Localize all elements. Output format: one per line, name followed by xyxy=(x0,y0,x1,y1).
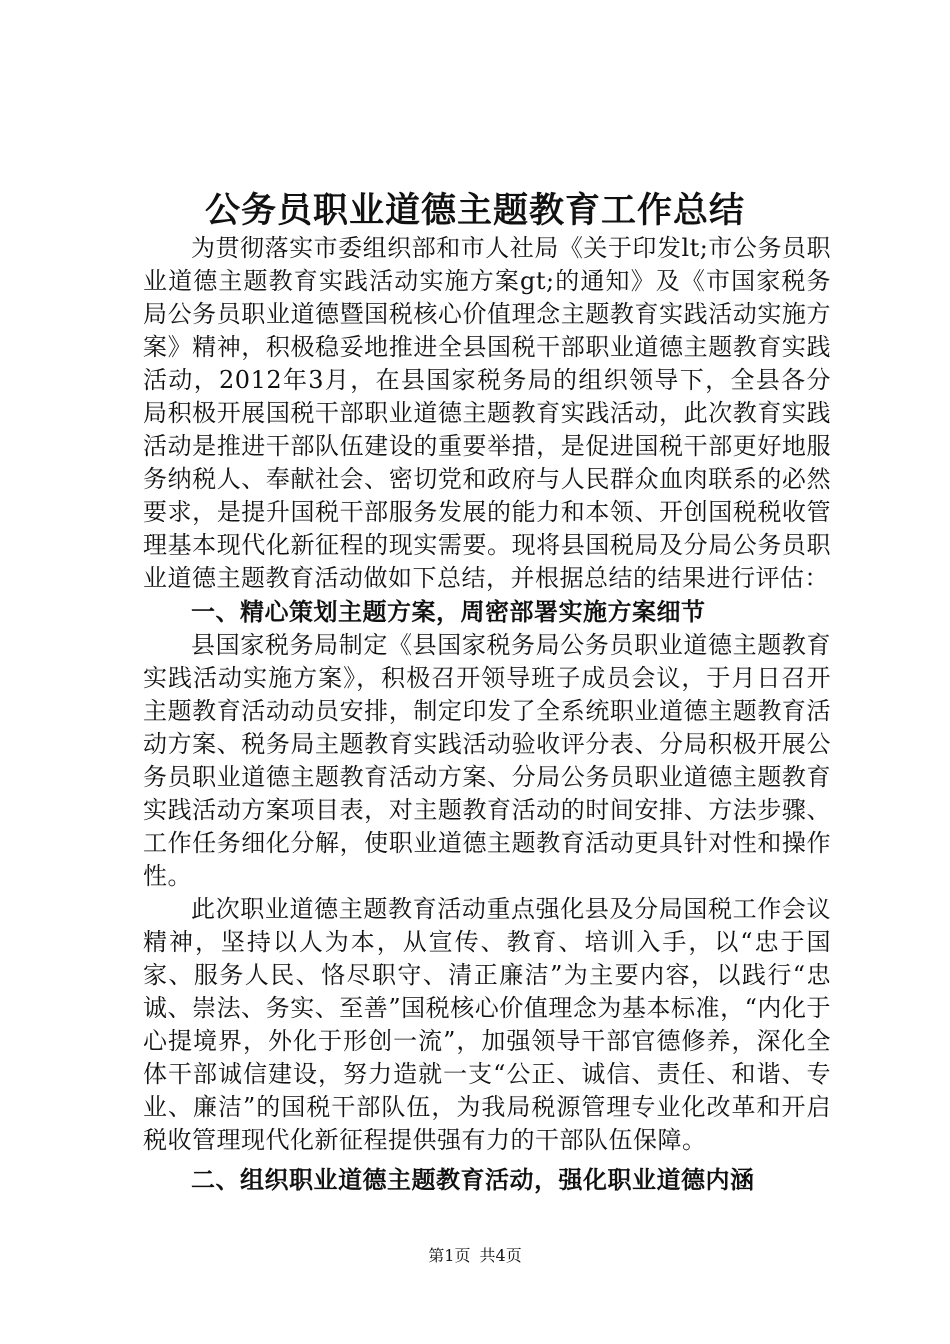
section-heading-2: 二、组织职业道德主题教育活动，强化职业道德内涵 xyxy=(191,1166,755,1194)
page-number: 第1页 xyxy=(428,1246,471,1265)
body-paragraph-2: 县国家税务局制定《县国家税务局公务员职业道德主题教育实践活动实施方案》，积极召开领导班子成员会议，于月日召开主题教育活动动员安排，制定印发了全系统职业道德主题教育活动方案、税务局主题教育实践活动验收评分表、分局积极开展公务员职业道德主题教育活动方案、分局公务员职业道德主题教育实践活动方案项目表，对主题教育活动的时间安排、方法步骤、工作任务细化分解，使职业道德主题教育活动更具针对性和操作性。 xyxy=(143,631,831,890)
intro-paragraph: 为贯彻落实市委组织部和市人社局《关于印发lt;市公务员职业道德主题教育实践活动实施方案gt;的通知》及《市国家税务局公务员职业道德暨国税核心价值理念主题教育实践活动实施方案》精神，积极稳妥地推进全县国税干部职业道德主题教育实践活动，2012年3月，在县国家税务局的组织领导下，全县各分局积极开展国税干部职业道德主题教育实践活动，此次教育实践活动是推进干部队伍建设的重要举措，是促进国税干部更好地服务纳税人、奉献社会、密切党和政府与人民群众血肉联系的必然要求，是提升国税干部服务发展的能力和本领、开创国税税收管理基本现代化新征程的现实需要。现将县国税局及分局公务员职业道德主题教育活动做如下总结，并根据总结的结果进行评估： xyxy=(143,234,831,592)
page-footer xyxy=(0,1244,950,1268)
section-heading-1: 一、精心策划主题方案，周密部署实施方案细节 xyxy=(191,598,706,626)
document-body xyxy=(143,232,831,1197)
body-paragraph-3: 此次职业道德主题教育活动重点强化县及分局国税工作会议精神，坚持以人为本，从宣传、教育、培训入手，以“忠于国家、服务人民、恪尽职守、清正廉洁”为主要内容，以践行“忠诚、崇法、务实、至善”国税核心价值理念为基本标准，“内化于心提境界，外化于形创一流”，加强领导干部官德修养，深化全体干部诚信建设，努力造就一支“公正、诚信、责任、和谐、专业、廉洁”的国税干部队伍，为我局税源管理专业化改革和开启税收管理现代化新征程提供强有力的干部队伍保障。 xyxy=(143,895,831,1154)
page-total: 共4页 xyxy=(479,1246,522,1265)
document-title: 公务员职业道德主题教育工作总结 xyxy=(204,190,745,231)
